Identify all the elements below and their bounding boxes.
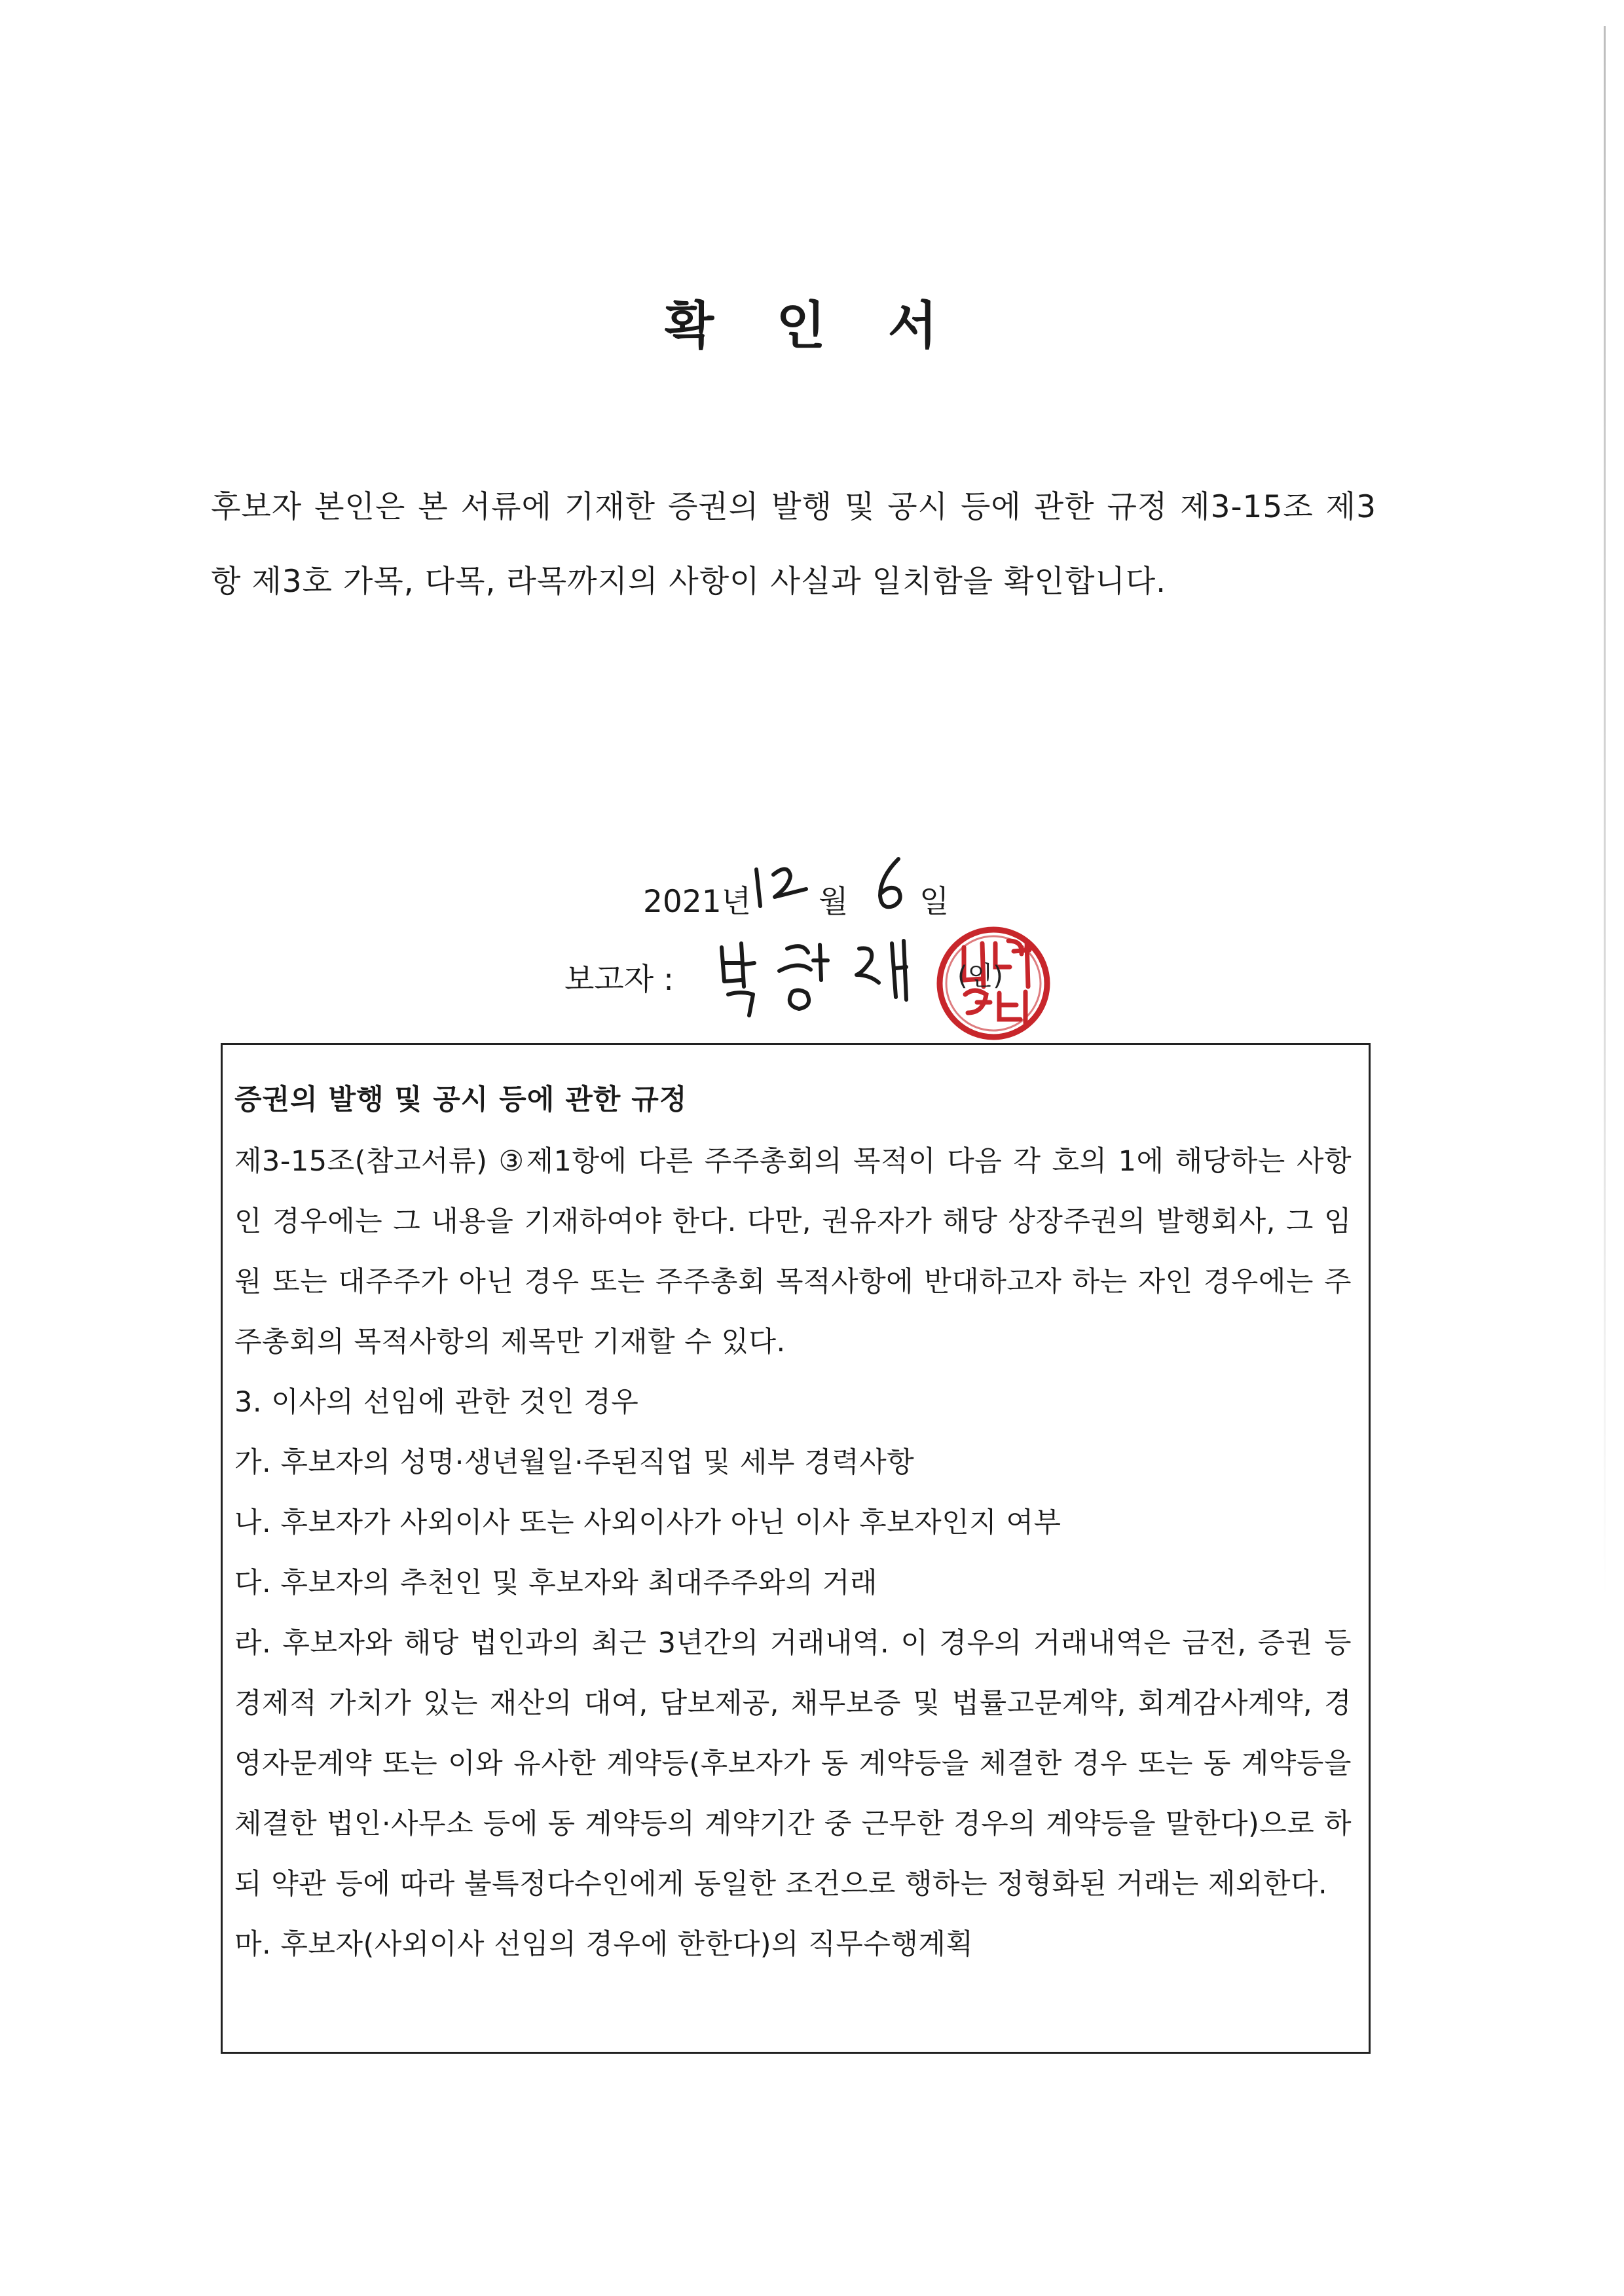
regulation-body [234,1131,1352,1975]
scan-edge-line [1604,26,1606,1597]
reporter-label: 보고자 : [564,962,674,998]
date-day-label: 일 [919,884,950,920]
date-year: 2021년 [643,884,752,920]
signature-name: 박영례 [715,934,717,935]
handwritten-signature [715,934,938,1019]
regulation-sub-ga: 가. 후보자의 성명·생년월일·주된직업 및 세부 경력사항 [234,1446,915,1479]
regulation-heading: 증권의 발행 및 공시 등에 관한 규정 [234,1084,688,1116]
regulation-sub-da: 다. 후보자의 추천인 및 후보자와 최대주주와의 거래 [234,1567,877,1599]
date-month-label: 월 [819,884,849,920]
date-day-handwritten [871,855,910,914]
regulation-sub-na: 나. 후보자가 사외이사 또는 사외이사가 아닌 이사 후보자인지 여부 [234,1506,1061,1539]
regulation-article: 제3-15조(참고서류) ③제1항에 다른 주주총회의 목적이 다음 각 호의 1에 해당하는 사항인 경우에는 그 내용을 기재하여야 한다. 다만, 권유자가 해당 상장주권의 발행회사, 그 임원 또는 대주주가 아닌 경우 또는 주주총회 목적사항에 반대하고자 하는 자인 경우에는 주주총회의 목적사항의 제목만 기재할 수 있다. [234,1145,1352,1358]
document-title: 확 인 서 [664,297,960,355]
seal-mark: (인) [957,961,1003,991]
regulation-sub-ra: 라. 후보자와 해당 법인과의 최근 3년간의 거래내역. 이 경우의 거래내역은 금전, 증권 등 경제적 가치가 있는 재산의 대여, 담보제공, 채무보증 및 법률고문계약, 회계감사계약, 경영자문계약 또는 이와 유사한 계약등(후보자가 동 계약등을 체결한 경우 또는 동 계약등을 체결한 법인·사무소 등에 동 계약등의 계약기간 중 근무한 경우의 계약등을 말한다)으로 하되 약관 등에 따라 불특정다수인에게 동일한 조건으로 행하는 정형화된 거래는 제외한다. [234,1627,1352,1901]
date-month-handwritten [751,860,810,913]
reporter-line [564,934,1062,1018]
regulation-excerpt-box [221,1043,1371,2054]
confirmation-statement: 후보자 본인은 본 서류에 기재한 증권의 발행 및 공시 등에 관한 규정 제3-15조 제3항 제3호 가목, 다목, 라목까지의 사항이 사실과 일치함을 확인합니다. [211,489,1376,600]
regulation-sub-ma: 마. 후보자(사외이사 선임의 경우에 한한다)의 직무수행계획 [234,1928,974,1961]
date-month-value: 12 [751,860,752,861]
regulation-item-3: 3. 이사의 선임에 관한 것인 경우 [234,1386,639,1419]
date-day-value: 6 [871,855,872,856]
